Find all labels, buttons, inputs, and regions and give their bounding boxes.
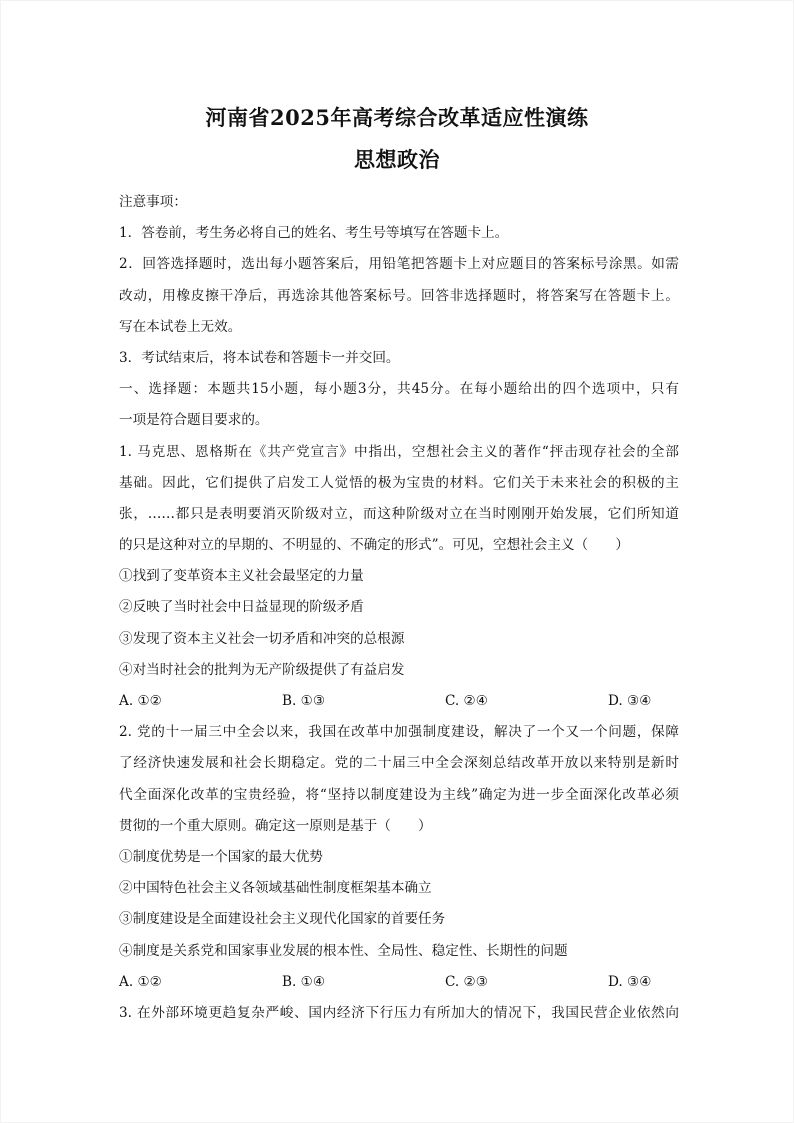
q2-statement-2: ②中国特色社会主义各领域基础性制度框架基本确立 — [119, 880, 432, 897]
q1-statement-2: ②反映了当时社会中日益显现的阶级矛盾 — [119, 599, 364, 616]
q1-options — [119, 686, 679, 717]
q1-statement-3: ③发现了资本主义社会一切矛盾和冲突的总根源 — [119, 630, 405, 647]
section-heading-line-1: 一、选择题：本题共15小题，每小题3分，共45分。在每小题给出的四个选项中，只有 — [119, 381, 679, 398]
q2-statement-1: ①制度优势是一个国家的最大优势 — [119, 848, 323, 865]
q1-option-a[interactable]: A. ①② — [119, 693, 162, 709]
note-item-2-line-3: 写在本试卷上无效。 — [119, 318, 242, 335]
q2-options — [119, 967, 679, 998]
q2-option-a[interactable]: A. ①② — [119, 973, 162, 990]
note-item-1: 1．答卷前，考生务必将自己的姓名、考生号等填写在答题卡上。 — [119, 225, 509, 242]
exam-body — [119, 187, 679, 1029]
note-item-2-line-1: 2．回答选择题时，选出每小题答案后，用铅笔把答题卡上对应题目的答案标号涂黑。如需 — [119, 256, 679, 273]
q1-stem-line-4: 的只是这种对立的早期的、不明显的、不确定的形式”。可见，空想社会主义（ ） — [119, 537, 629, 554]
q1-statement-4: ④对当时社会的批判为无产阶级提供了有益启发 — [119, 661, 405, 678]
q3-stem-line-1: 3. 在外部环境更趋复杂严峻、国内经济下行压力有所加大的情况下，我国民营企业依然向 — [119, 1004, 679, 1021]
q2-option-c[interactable]: C. ②③ — [445, 973, 488, 990]
exam-subject: 思想政治 — [354, 147, 440, 172]
q2-stem-line-1: 2. 党的十一届三中全会以来，我国在改革中加强制度建设，解决了一个又一个问题，保障 — [119, 724, 679, 741]
q2-stem-line-2: 了经济快速发展和社会长期稳定。党的二十届三中全会深刻总结改革开放以来特别是新时 — [119, 755, 679, 772]
section-heading-line-2: 一项是符合题目要求的。 — [119, 412, 269, 429]
q1-stem-line-2: 基础。因此，它们提供了启发工人觉悟的极为宝贵的材料。它们关于未来社会的积极的主 — [119, 474, 679, 491]
q2-option-b[interactable]: B. ①④ — [282, 973, 326, 990]
q2-statement-4: ④制度是关系党和国家事业发展的根本性、全局性、稳定性、长期性的问题 — [119, 942, 568, 959]
q1-statement-1: ①找到了变革资本主义社会最坚定的力量 — [119, 568, 364, 585]
q1-stem-line-1: 1. 马克思、恩格斯在《共产党宣言》中指出，空想社会主义的著作“抨击现存社会的全部 — [119, 443, 679, 460]
q1-option-b[interactable]: B. ①③ — [282, 693, 326, 709]
q2-stem-line-3: 代全面深化改革的宝贵经验，将“坚持以制度建设为主线”确定为进一步全面深化改革必须 — [119, 786, 679, 803]
q1-stem-line-3: 张，……都只是表明要消灭阶级对立，而这种阶级对立在当时刚刚开始发展，它们所知道 — [119, 505, 679, 522]
q2-stem-line-4: 贯彻的一个重大原则。确定这一原则是基于（ ） — [119, 817, 432, 834]
notes-heading: 注意事项： — [119, 194, 187, 210]
note-item-3: 3．考试结束后，将本试卷和答题卡一并交回。 — [119, 349, 400, 366]
note-item-2-line-2: 改动，用橡皮擦干净后，再选涂其他答案标号。回答非选择题时，将答案写在答题卡上。 — [119, 287, 679, 304]
q1-option-c[interactable]: C. ②④ — [445, 693, 488, 709]
exam-title: 河南省2025年高考综合改革适应性演练 — [205, 105, 589, 130]
q2-statement-3: ③制度建设是全面建设社会主义现代化国家的首要任务 — [119, 911, 446, 928]
q2-option-d[interactable]: D. ③④ — [608, 973, 652, 990]
q1-option-d[interactable]: D. ③④ — [608, 693, 652, 709]
